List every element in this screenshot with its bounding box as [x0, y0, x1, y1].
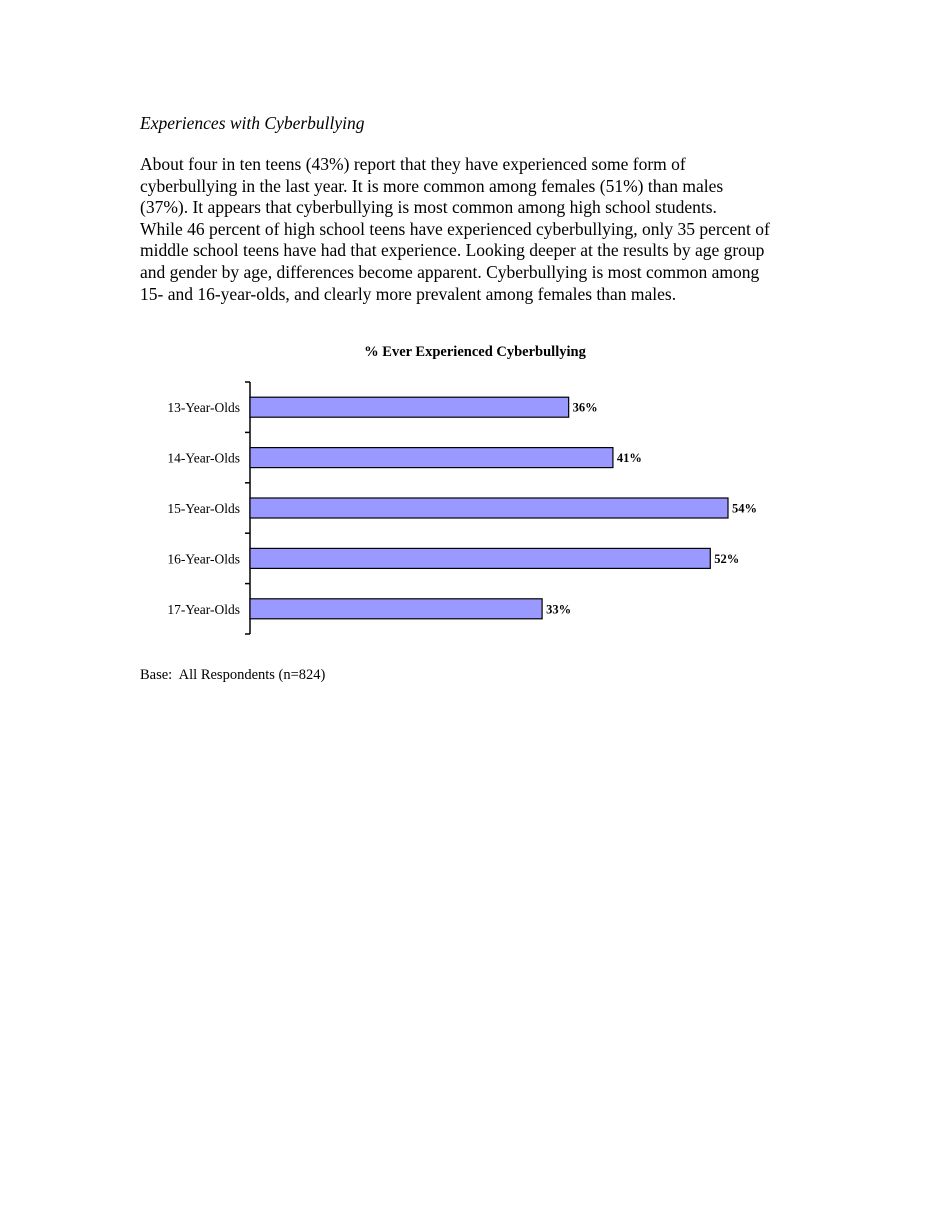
section-heading: Experiences with Cyberbullying — [140, 113, 365, 133]
bar-chart — [0, 330, 950, 650]
bar — [250, 599, 542, 619]
base-note: Base: All Respondents (n=824) — [140, 667, 326, 683]
body-paragraph: About four in ten teens (43%) report that they have experienced some form of cyberbullying in the last year. It is more common among females (51%) than males (37%). It appears that cyberbullying is most common among high school students. While 46 percent of high school teens have experienced cyberbullying, only 35 percent of middle school teens have had that experience. Looking deeper at the results by age group and gender by age, differences become apparent. Cyberbullying is most common among 15- and 16-year-olds, and clearly more prevalent among females than males. — [140, 154, 770, 304]
data-label: 41% — [616, 451, 642, 466]
category-label: 16-Year-Olds — [167, 551, 240, 567]
bar — [250, 548, 710, 568]
category-label: 13-Year-Olds — [167, 400, 240, 416]
data-label: 52% — [714, 551, 740, 566]
bar — [250, 498, 728, 518]
chart-axis-group — [245, 382, 250, 634]
chart-bars-group — [167, 397, 757, 619]
bar — [250, 448, 613, 468]
chart-title: % Ever Experienced Cyberbullying — [364, 344, 586, 360]
category-label: 15-Year-Olds — [167, 501, 240, 516]
category-label: 17-Year-Olds — [167, 601, 240, 617]
bar — [250, 397, 569, 417]
data-label: 54% — [732, 501, 757, 516]
data-label: 36% — [572, 400, 598, 415]
data-label: 33% — [546, 602, 572, 617]
category-label: 14-Year-Olds — [167, 450, 240, 466]
